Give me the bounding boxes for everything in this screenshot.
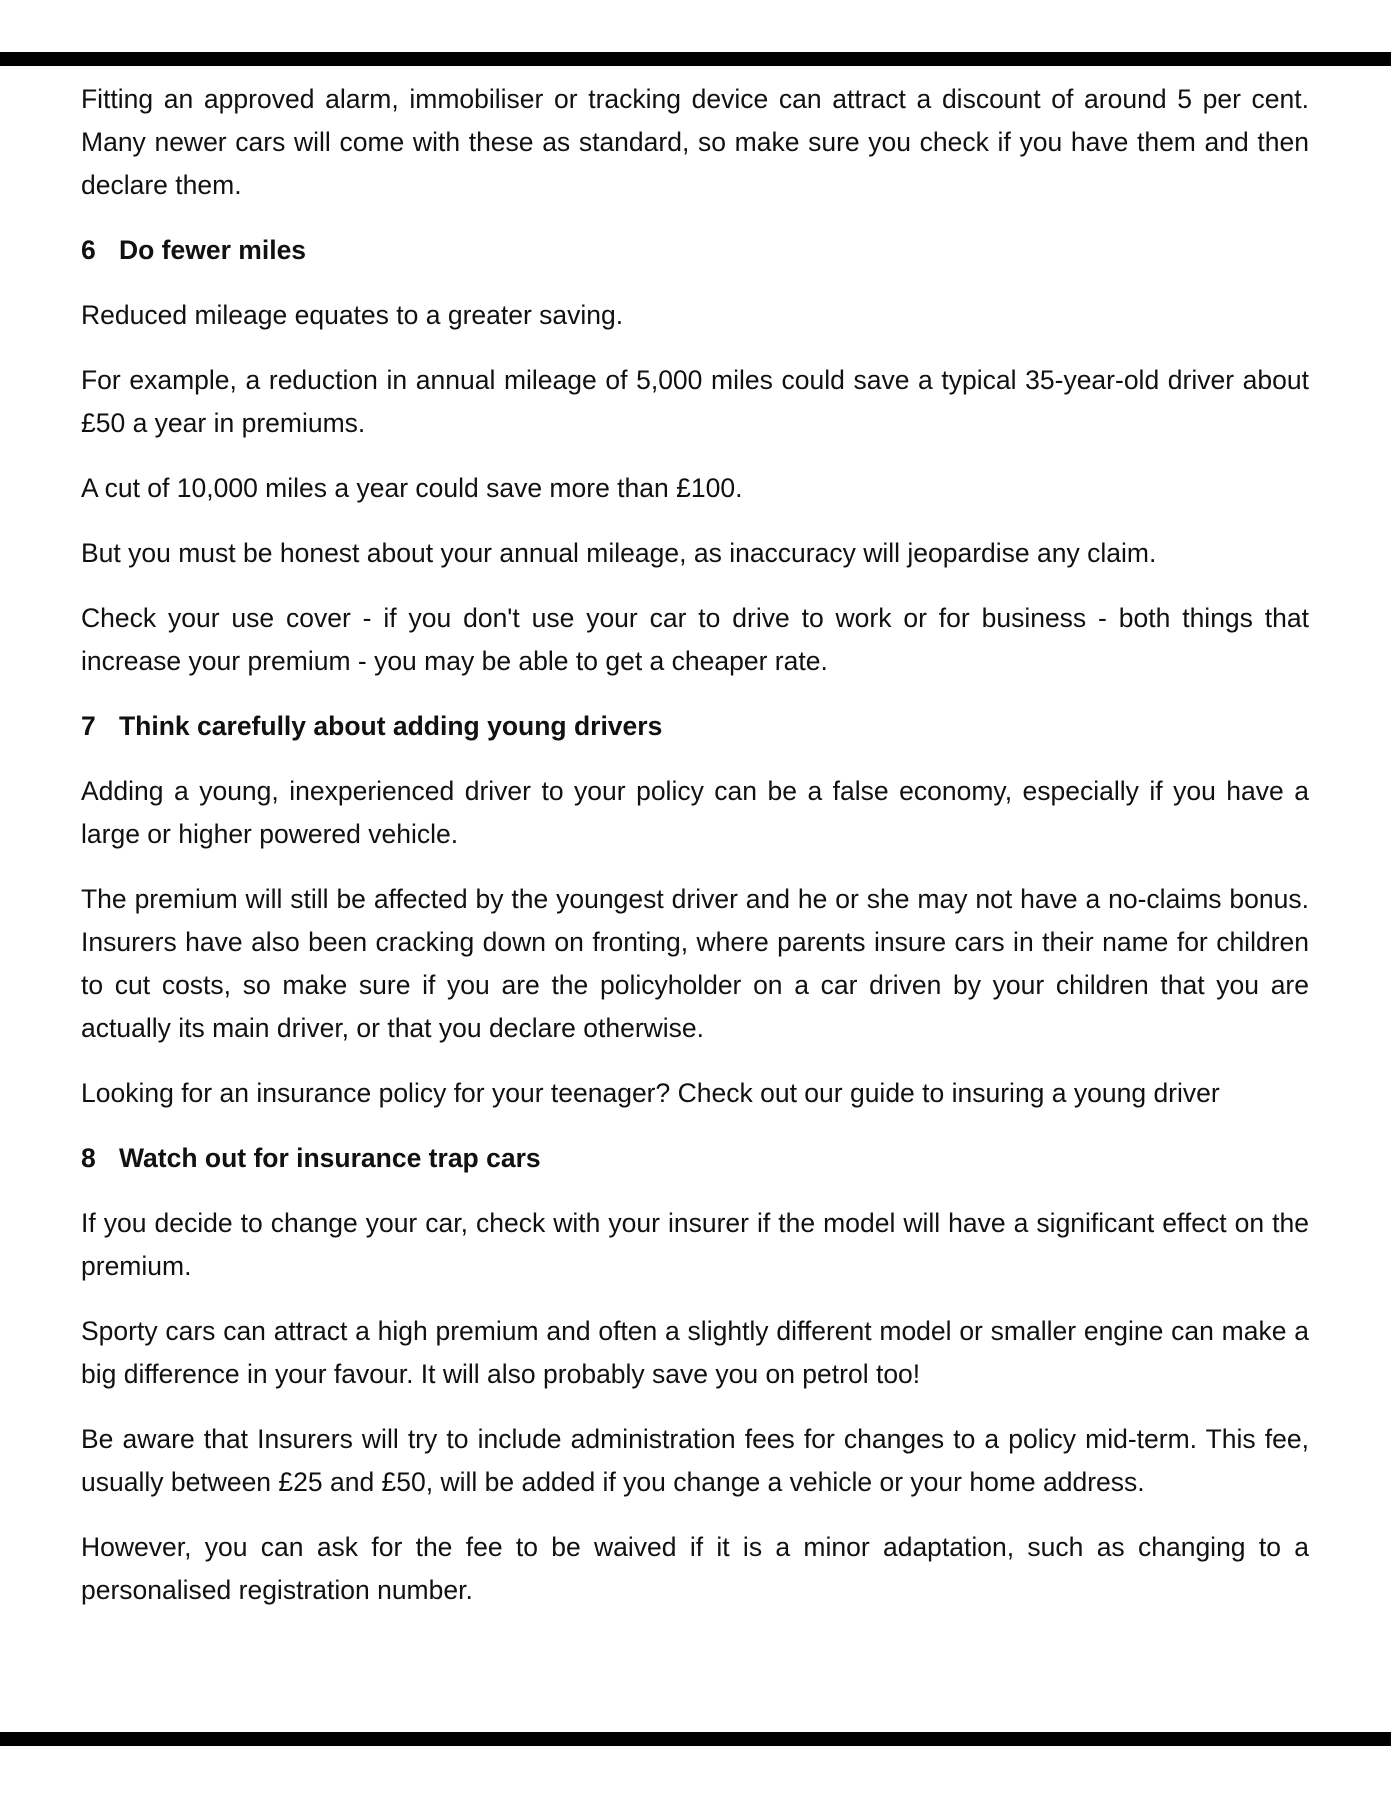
section-6-paragraph-4: But you must be honest about your annual mileage, as inaccuracy will jeopardise any claim.	[81, 538, 1157, 568]
section-8-paragraph-1: If you decide to change your car, check with your insurer if the model will have a significant effect on the premium.	[81, 1208, 1309, 1281]
section-7-number: 7	[81, 711, 96, 741]
intro-paragraph: Fitting an approved alarm, immobiliser or tracking device can attract a discount of around 5 per cent. Many newer cars will come with these as standard, so make sure you check if you have them and then declare them.	[81, 84, 1309, 200]
section-7-title: Think carefully about adding young drivers	[119, 711, 663, 741]
section-8-paragraph-4: However, you can ask for the fee to be waived if it is a minor adaptation, such as changing to a personalised registration number.	[81, 1532, 1309, 1605]
section-6-paragraph-3: A cut of 10,000 miles a year could save more than £100.	[81, 473, 743, 503]
section-8-title: Watch out for insurance trap cars	[119, 1143, 541, 1173]
section-7-paragraph-1: Adding a young, inexperienced driver to your policy can be a false economy, especially if you have a large or higher powered vehicle.	[81, 776, 1309, 849]
section-8-number: 8	[81, 1143, 96, 1173]
bottom-rule	[0, 1732, 1391, 1746]
section-8-paragraph-2: Sporty cars can attract a high premium and often a slightly different model or smaller engine can make a big difference in your favour. It will also probably save you on petrol too!	[81, 1316, 1309, 1389]
section-7-paragraph-2: The premium will still be affected by the youngest driver and he or she may not have a no-claims bonus. Insurers have also been cracking down on fronting, where parents insure cars in their name for children to cut costs, so make sure if you are the policyholder on a car driven by your children that you are actually its main driver, or that you declare otherwise.	[81, 884, 1309, 1043]
section-6-paragraph-5: Check your use cover - if you don't use your car to drive to work or for business - both things that increase your premium - you may be able to get a cheaper rate.	[81, 603, 1309, 676]
section-6-heading	[81, 229, 1309, 272]
section-6-paragraph-2: For example, a reduction in annual mileage of 5,000 miles could save a typical 35-year-old driver about £50 a year in premiums.	[81, 365, 1309, 438]
section-6-title: Do fewer miles	[119, 235, 307, 265]
top-rule	[0, 52, 1391, 66]
document-body	[81, 78, 1309, 1634]
section-6-paragraph-1: Reduced mileage equates to a greater saving.	[81, 300, 624, 330]
section-7-paragraph-3: Looking for an insurance policy for your teenager? Check out our guide to insuring a young driver	[81, 1078, 1220, 1108]
section-8-paragraph-3: Be aware that Insurers will try to include administration fees for changes to a policy mid-term. This fee, usually between £25 and £50, will be added if you change a vehicle or your home address.	[81, 1424, 1309, 1497]
section-6-number: 6	[81, 235, 96, 265]
section-7-heading	[81, 705, 1309, 748]
section-8-heading	[81, 1137, 1309, 1180]
